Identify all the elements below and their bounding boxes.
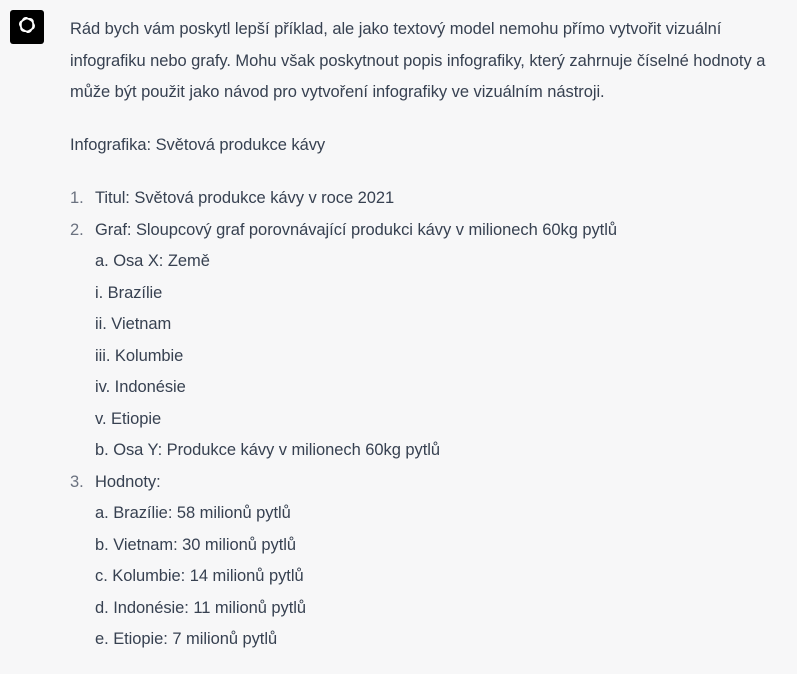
values-sublist — [95, 498, 790, 656]
sublist-item: e. Etiopie: 7 milionů pytlů — [95, 630, 278, 648]
list-item-text: Titul: Světová produkce kávy v roce 2021 — [95, 189, 395, 207]
list-number: 1. — [70, 189, 84, 207]
sublist-item: i. Brazílie — [95, 283, 163, 302]
sublist-item: c. Kolumbie: 14 milionů pytlů — [95, 567, 304, 585]
infographic-heading: Infografika: Světová produkce kávy — [70, 135, 326, 154]
sublist-item: b. Vietnam: 30 milionů pytlů — [95, 535, 296, 554]
list-number: 3. — [70, 472, 84, 491]
sublist-item: v. Etiopie — [95, 409, 162, 428]
message-content — [70, 14, 790, 656]
sublist-item: a. Osa X: Země — [95, 252, 210, 270]
list-item-text: Hodnoty: — [95, 472, 161, 491]
infographic-list — [70, 183, 790, 656]
list-item-title — [70, 183, 790, 215]
openai-logo-icon — [15, 13, 39, 42]
sublist-item: ii. Vietnam — [95, 315, 172, 333]
graph-sublist — [95, 246, 790, 467]
sublist-item: b. Osa Y: Produkce kávy v milionech 60kg pytlů — [95, 441, 440, 459]
list-item-text: Graf: Sloupcový graf porovnávající produkci kávy v milionech 60kg pytlů — [95, 220, 617, 239]
list-item-graph — [70, 215, 790, 467]
intro-paragraph: Rád bych vám poskytl lepší příklad, ale jako textový model nemohu přímo vytvořit vizuální infografiku nebo grafy. Mohu však poskytnout popis infografiky, který zahrnuje číselné hodnoty a může být použit jako návod pro vytvoření infografiky ve vizuálním nástroji. — [70, 20, 766, 101]
sublist-item: iv. Indonésie — [95, 378, 186, 396]
sublist-item: iii. Kolumbie — [95, 346, 184, 365]
list-item-values — [70, 467, 790, 656]
list-number: 2. — [70, 220, 84, 239]
sublist-item: d. Indonésie: 11 milionů pytlů — [95, 598, 306, 617]
assistant-avatar — [10, 10, 44, 44]
sublist-item: a. Brazílie: 58 milionů pytlů — [95, 504, 291, 522]
